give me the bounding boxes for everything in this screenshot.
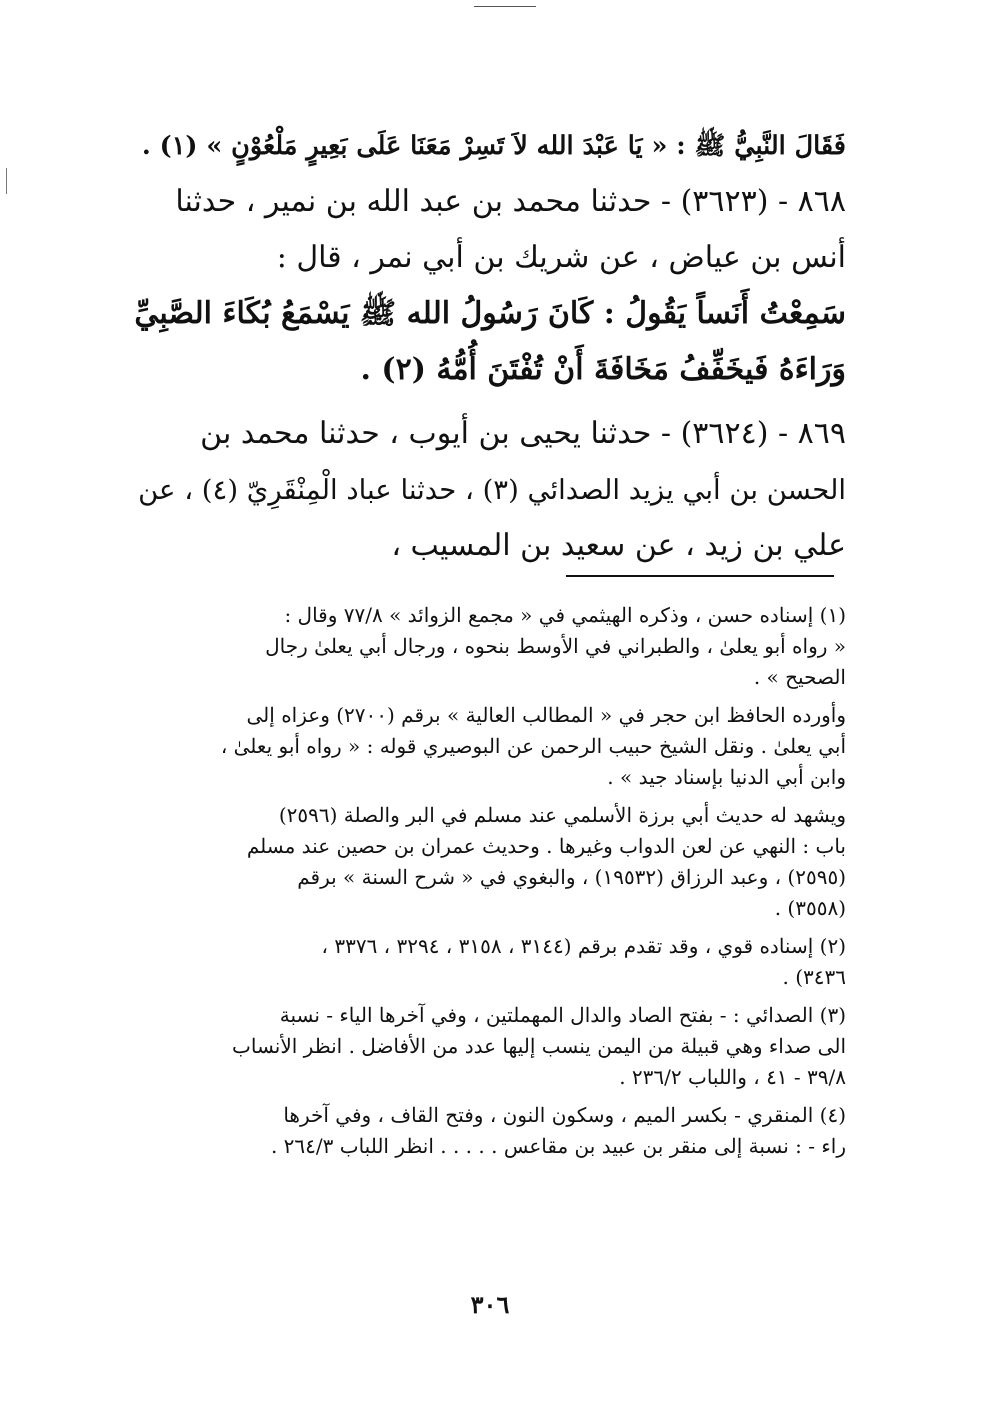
footnote-line: (٣) الصدائي : - بفتح الصاد والدال المهملتين ، وفي آخرها الياء - نسبة — [279, 1003, 846, 1027]
hadith-line: سَمِعْتُ أَنَساً يَقُولُ : كَانَ رَسُولُ الله ﷺ يَسْمَعُ بُكَاءَ الصَّبِيِّ — [134, 296, 846, 331]
top-rule — [474, 6, 536, 7]
chain-line: ٨٦٩ - (٣٦٢٤) - حدثنا يحيى بن أيوب ، حدثنا محمد بن — [200, 416, 846, 451]
footnote-1-cont-b — [134, 800, 846, 924]
footnote-line: وأورده الحافظ ابن حجر في « المطالب العالية » برقم (٢٧٠٠) وعزاه إلى — [246, 703, 846, 727]
footnote-line: (٢) إسناده قوي ، وقد تقدم برقم (٣١٤٤ ، ٣١٥٨ ، ٣٢٩٤ ، ٣٣٧٦ ، — [321, 934, 846, 958]
footnote-line: (٣٥٥٨) . — [774, 896, 846, 920]
footnote-line: الصحيح » . — [753, 665, 846, 689]
chain-line: أنس بن عياض ، عن شريك بن أبي نمر ، قال : — [276, 240, 846, 275]
footnote-line: باب : النهي عن لعن الدواب وغيرها . وحديث عمران بن حصين عند مسلم — [246, 834, 846, 858]
footnote-line: راء - : نسبة إلى منقر بن عبيد بن مقاعس . . . . . انظر اللباب ٢٦٤/٣ . — [270, 1134, 846, 1158]
footnote-line: ٣٤٣٦) . — [782, 965, 846, 989]
chain-line: علي بن زيد ، عن سعيد بن المسيب ، — [391, 528, 846, 563]
main-text — [134, 118, 846, 574]
footnote-1-cont-a — [134, 700, 846, 793]
footnote-2 — [134, 931, 846, 993]
footnote-1 — [134, 600, 846, 693]
footnote-3 — [134, 1000, 846, 1093]
page-number: ٣٠٦ — [470, 1290, 510, 1319]
footnote-4 — [134, 1100, 846, 1162]
chain-line: ٨٦٨ - (٣٦٢٣) - حدثنا محمد بن عبد الله بن نمير ، حدثنا — [175, 184, 846, 219]
footnote-line: الى صداء وهي قبيلة من اليمن ينسب إليها عدد من الأفاضل . انظر الأنساب — [232, 1034, 846, 1058]
hadith-line: فَقَالَ النَّبِيُّ ﷺ : « يَا عَبْدَ الله لاَ تَسِرْ مَعَنَا عَلَى بَعِيرٍ مَلْعُوْنٍ » (١) . — [141, 131, 846, 161]
chain-line: الحسن بن أبي يزيد الصدائي (٣) ، حدثنا عباد الْمِنْقَرِيّ (٤) ، عن — [138, 474, 846, 506]
margin-mark — [6, 168, 7, 194]
footnote-separator — [566, 575, 834, 577]
footnote-line: « رواه أبو يعلىٰ ، والطبراني في الأوسط بنحوه ، ورجال أبي يعلىٰ رجال — [265, 634, 846, 658]
footnote-line: أبي يعلىٰ . ونقل الشيخ حبيب الرحمن عن البوصيري قوله : « رواه أبو يعلىٰ ، — [220, 734, 846, 758]
hadith-line: وَرَاءَهُ فَيخَفِّفُ مَخَافَةَ أَنْ تُفْتَنَ أُمُّهُ (٢) . — [360, 352, 846, 387]
footnote-line: ٣٩/٨ - ٤١ ، واللباب ٢٣٦/٢ . — [619, 1065, 846, 1089]
footnote-line: (١) إسناده حسن ، وذكره الهيثمي في « مجمع الزوائد » ٧٧/٨ وقال : — [284, 603, 846, 627]
footnote-line: (٤) المنقري - بكسر الميم ، وسكون النون ، وفتح القاف ، وفي آخرها — [283, 1103, 846, 1127]
footnote-line: ويشهد له حديث أبي برزة الأسلمي عند مسلم في البر والصلة (٢٥٩٦) — [278, 803, 846, 827]
footnote-line: وابن أبي الدنيا بإسناد جيد » . — [607, 765, 846, 789]
footnote-line: (٢٥٩٥) ، وعبد الرزاق (١٩٥٣٢) ، والبغوي في « شرح السنة » برقم — [297, 865, 846, 889]
footnotes — [134, 600, 846, 1162]
